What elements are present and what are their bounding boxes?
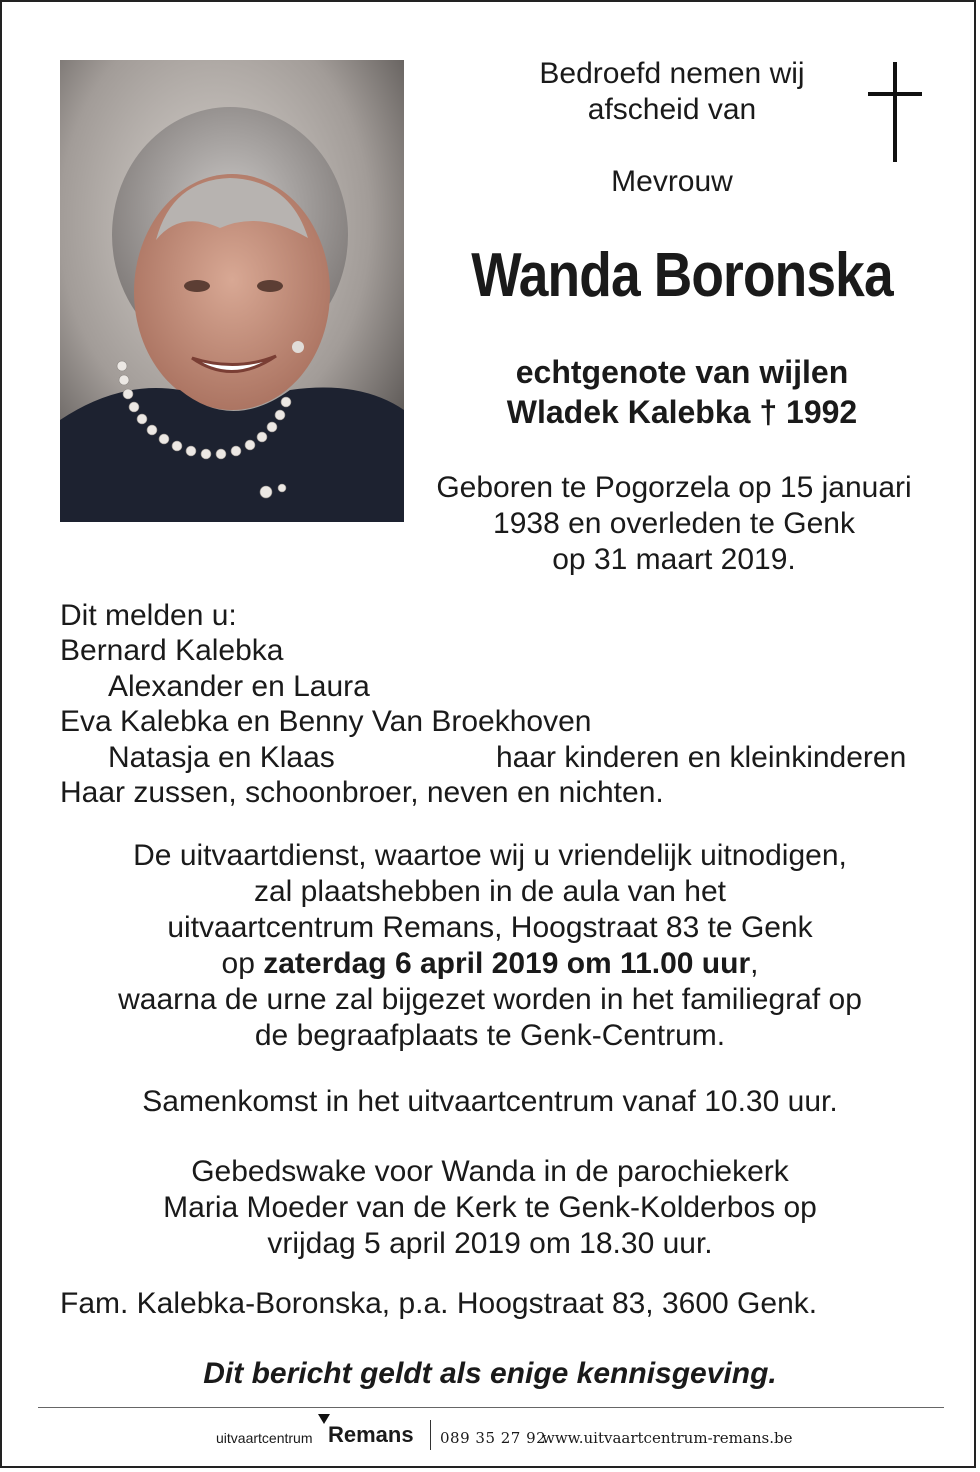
cross-icon xyxy=(864,62,926,162)
intro-line: afscheid van xyxy=(587,93,757,126)
vigil-line: Maria Moeder van de Kerk te Genk-Kolderbos op xyxy=(163,1191,817,1224)
family-member: Eva Kalebka en Benny Van Broekhoven xyxy=(60,705,592,739)
ceremony-date-prefix: op xyxy=(221,947,264,980)
birth-line: op 31 maart 2019. xyxy=(552,543,796,576)
vigil-line: Gebedswake voor Wanda in de parochiekerk xyxy=(191,1155,789,1188)
birth-line: Geboren te Pogorzela op 15 januari xyxy=(436,471,912,504)
intro-line: Bedroefd nemen wij xyxy=(539,57,805,90)
ceremony-date-suffix: , xyxy=(750,947,759,980)
family-heading: Dit melden u: xyxy=(60,599,237,632)
footer-website[interactable]: www.uitvaartcentrum-remans.be xyxy=(542,1429,793,1447)
ceremony-line: uitvaartcentrum Remans, Hoogstraat 83 te Genk xyxy=(167,911,813,944)
footer-phone: 089 35 27 92 xyxy=(440,1429,547,1447)
title-prefix: Mevrouw xyxy=(611,165,733,198)
portrait-photo xyxy=(60,60,404,522)
family-list xyxy=(60,598,940,810)
vigil-info xyxy=(62,1154,918,1262)
ceremony-date: zaterdag 6 april 2019 om 11.00 uur xyxy=(263,947,751,980)
family-address: Fam. Kalebka-Boronska, p.a. Hoogstraat 83, 3600 Genk. xyxy=(60,1287,818,1320)
spouse-info xyxy=(422,352,942,432)
ceremony-line: De uitvaartdienst, waartoe wij u vriendelijk uitnodigen, xyxy=(133,839,847,872)
spouse-line: Wladek Kalebka † 1992 xyxy=(506,394,858,430)
ceremony-line: zal plaatshebben in de aula van het xyxy=(253,875,727,908)
family-member: Alexander en Laura xyxy=(108,669,370,703)
family-member-row xyxy=(60,740,940,775)
footer-brand-name: Remans xyxy=(328,1422,414,1447)
vigil-line: vrijdag 5 april 2019 om 18.30 uur. xyxy=(267,1227,713,1260)
birth-death-info xyxy=(414,470,934,578)
gathering-info: Samenkomst in het uitvaartcentrum vanaf 10.30 uur. xyxy=(142,1085,838,1118)
footer-separator xyxy=(430,1420,431,1450)
footer-divider xyxy=(38,1407,944,1408)
family-relation: haar kinderen en kleinkinderen xyxy=(496,740,907,774)
ceremony-line: de begraafplaats te Genk-Centrum. xyxy=(254,1019,726,1052)
ceremony-date-line xyxy=(62,946,918,982)
family-member: Natasja en Klaas xyxy=(108,740,335,774)
family-member: Bernard Kalebka xyxy=(60,634,284,668)
ceremony-line: waarna de urne zal bijgezet worden in het familiegraf op xyxy=(118,983,862,1016)
footer-brand-prefix: uitvaartcentrum xyxy=(216,1430,313,1446)
spouse-line: echtgenote van wijlen xyxy=(515,354,849,390)
intro-text xyxy=(482,56,862,128)
family-member: Haar zussen, schoonbroer, neven en nichten. xyxy=(60,775,664,809)
deceased-name: Wanda Boronska xyxy=(471,241,893,310)
birth-line: 1938 en overleden te Genk xyxy=(493,507,855,540)
closing-statement: Dit bericht geldt als enige kennisgeving. xyxy=(203,1357,777,1390)
footer xyxy=(2,1418,978,1458)
ceremony-info xyxy=(62,838,918,1054)
